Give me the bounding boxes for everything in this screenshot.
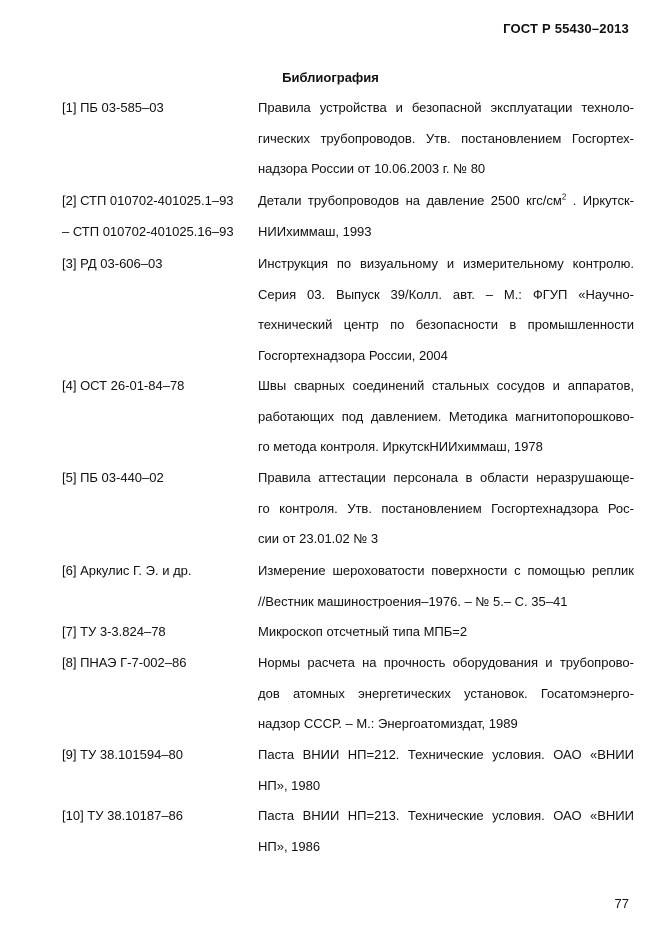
entry-description: Правила аттестации персонала в области неразрушающе- го контроля. Утв. постановлением Госгортехнадзора Рос- сии от 23.01.02 № 3: [258, 470, 634, 546]
standard-code-header: ГОСТ Р 55430–2013: [503, 21, 629, 36]
bibliography-title: Библиография: [282, 70, 379, 85]
entry-reference: [4] ОСТ 26-01-84–78: [62, 378, 185, 393]
entry-reference: [1] ПБ 03-585–03: [62, 100, 164, 115]
entry-description: Измерение шероховатости поверхности с помощью реплик //Вестник машиностроения–1976. – № 5.– С. 35–41: [258, 563, 634, 609]
entry-description: Инструкция по визуальному и измерительному контролю. Серия 03. Выпуск 39/Колл. авт. – М.: ФГУП «Научно- технический центр по безопасности в промышленности Госгортехнадзора России, 2004: [258, 256, 634, 363]
entry-reference: [3] РД 03-606–03: [62, 256, 163, 271]
entry-reference: [6] Аркулис Г. Э. и др.: [62, 563, 192, 578]
entry-reference: [5] ПБ 03-440–02: [62, 470, 164, 485]
entry-description: Детали трубопроводов на давление 2500 кгс/$см^2$ . Иркутск- НИИхиммаш, 1993: [258, 192, 634, 239]
entry-description: Паста ВНИИ НП=213. Технические условия. ОАО «ВНИИ НП», 1986: [258, 808, 634, 854]
entry-reference: [8] ПНАЭ Г-7-002–86: [62, 655, 187, 670]
entry-description: Швы сварных соединений стальных сосудов и аппаратов, работающих под давлением. Методика магнитопорошково- го метода контроля. ИркутскНИИхиммаш, 1978: [258, 378, 634, 454]
entry-reference: [10] ТУ 38.10187–86: [62, 808, 184, 823]
entry-description: Нормы расчета на прочность оборудования и трубопрово- дов атомных энергетических установок. Госатомэнерго- надзор СССР. – М.: Энергоатомиздат, 1989: [258, 655, 634, 731]
entry-description: Микроскоп отсчетный типа МПБ=2: [258, 624, 468, 639]
entry-description: Правила устройства и безопасной эксплуатации техноло- гических трубопроводов. Утв. постановлением Госгортех- надзора России от 10.06.2003 г. № 80: [258, 100, 634, 176]
entry-reference: [7] ТУ 3-3.824–78: [62, 624, 166, 639]
page-number: 77: [614, 896, 629, 911]
entry-reference: [2] СТП 010702-401025.1–93 – СТП 010702-401025.16–93: [62, 193, 234, 239]
entry-reference: [9] ТУ 38.101594–80: [62, 747, 184, 762]
entry-description: Паста ВНИИ НП=212. Технические условия. ОАО «ВНИИ НП», 1980: [258, 747, 634, 793]
